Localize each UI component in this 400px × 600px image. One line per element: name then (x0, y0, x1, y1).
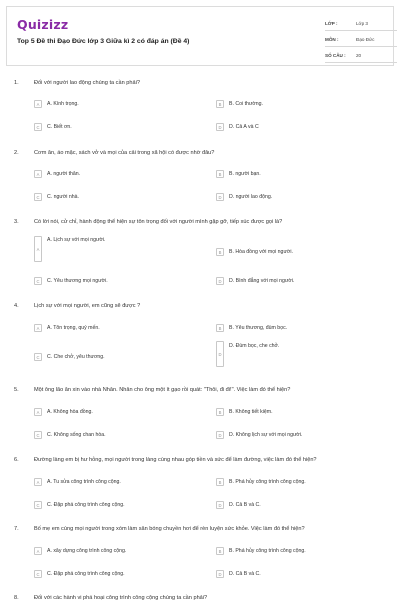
option-letter-box: D (216, 431, 224, 439)
option-a[interactable] (34, 98, 204, 110)
option-letter-box: A (34, 236, 42, 262)
option-a[interactable] (34, 236, 204, 262)
option-letter-box: B (216, 248, 224, 256)
option-d[interactable] (216, 275, 386, 287)
option-text: B. người bạn. (229, 171, 261, 177)
option-c[interactable] (34, 568, 204, 580)
option-letter-box: C (34, 193, 42, 201)
option-text: D. Cả B và C. (229, 571, 261, 577)
option-b[interactable] (216, 476, 386, 488)
meta-value: Lớp 3 (356, 21, 368, 26)
option-c[interactable] (34, 191, 204, 203)
option-letter-box: C (34, 353, 42, 361)
option-text: C. Đập phá công trình công cộng. (47, 571, 125, 577)
option-letter-box: C (34, 431, 42, 439)
option-letter-box: C (34, 570, 42, 578)
option-a[interactable] (34, 406, 204, 418)
question-number: 1. (14, 80, 19, 86)
option-letter-box: D (216, 123, 224, 131)
option-d[interactable] (216, 499, 386, 511)
option-text: A. xây dựng công trình công cộng. (47, 548, 127, 554)
meta-value: 20 (356, 53, 362, 58)
question-number: 6. (14, 457, 19, 463)
question-number: 3. (14, 219, 19, 225)
option-text: C. Che chở, yêu thương. (47, 354, 105, 360)
option-b[interactable] (216, 545, 386, 557)
meta-subject-row (325, 33, 397, 47)
meta-label: LỚP : (325, 21, 338, 26)
option-text: A. Kính trọng. (47, 101, 79, 107)
option-d[interactable] (216, 429, 386, 441)
option-text: A. Tu sửa công trình công cộng. (47, 479, 121, 485)
option-letter-box: A (34, 478, 42, 486)
option-text: D. Đùm bọc, che chở. (229, 343, 280, 349)
option-text: B. Yêu thương, đùm bọc. (229, 325, 288, 331)
question-8-partial (0, 590, 400, 600)
meta-label: MÔN : (325, 37, 339, 42)
option-d[interactable] (216, 121, 386, 133)
question-number: 4. (14, 303, 19, 309)
option-text: B. Hòa đồng với mọi người. (229, 249, 293, 255)
meta-class-row (325, 17, 397, 31)
option-c[interactable] (34, 121, 204, 133)
option-letter-box: B (216, 408, 224, 416)
option-letter-box: D (216, 501, 224, 509)
question-text: Một ông lão ăn xin vào nhà Nhân. Nhân cho ông một ít gạo rồi quát: "Thôi, đi đi!". Việc làm đó thể hiện? (34, 387, 291, 393)
option-letter-box: B (216, 547, 224, 555)
option-text: A. người thân. (47, 171, 81, 177)
option-text: B. Phá hủy công trình công cộng. (229, 479, 306, 485)
option-d[interactable] (216, 191, 386, 203)
question-number: 7. (14, 526, 19, 532)
option-letter-box: A (34, 100, 42, 108)
option-letter-box: C (34, 501, 42, 509)
option-c[interactable] (34, 499, 204, 511)
option-b[interactable] (216, 168, 386, 180)
option-letter-box: A (34, 408, 42, 416)
option-letter-box: B (216, 478, 224, 486)
question-text: Bố mẹ em cùng mọi người trong xóm làm sân bóng chuyền hơi để rèn luyện sức khỏe. Việc làm đó thể hiện? (34, 526, 305, 532)
meta-value: Đạo Đức (356, 37, 375, 42)
option-text: C. Đập phá công trình công cộng. (47, 502, 125, 508)
question-number: 5. (14, 387, 19, 393)
option-letter-box: D (216, 570, 224, 578)
meta-info (325, 17, 397, 65)
option-b[interactable] (216, 98, 386, 110)
question-number: 2. (14, 150, 19, 156)
option-b[interactable] (216, 406, 386, 418)
option-letter-box: C (34, 277, 42, 285)
option-d[interactable] (216, 568, 386, 580)
option-letter-box: A (34, 547, 42, 555)
meta-count-row (325, 49, 397, 63)
option-a[interactable] (34, 168, 204, 180)
option-text: C. người nhà. (47, 194, 79, 200)
option-letter-box: D (216, 341, 224, 367)
option-text: C. Yêu thương mọi người. (47, 278, 108, 284)
option-c[interactable] (34, 429, 204, 441)
option-text: C. Không sống chan hòa. (47, 432, 106, 438)
question-text: Đối với người lao động chúng ta cần phải? (34, 80, 140, 86)
option-a[interactable] (34, 545, 204, 557)
option-letter-box: D (216, 193, 224, 201)
option-text: C. Biết ơn. (47, 124, 72, 130)
question-text: Đường làng em bị hư hỏng, mọi người trong làng cùng nhau góp tiền và sức để làm đường, việc làm đó thể hiện? (34, 457, 317, 463)
quizizz-logo: Quizizz (17, 17, 69, 32)
option-c[interactable] (34, 275, 204, 287)
option-text: D. Cả B và C. (229, 502, 261, 508)
page-title: Top 5 Đề thi Đạo Đức lớp 3 Giữa kì 2 có đáp án (Đề 4) (17, 38, 190, 45)
option-text: D. Không lịch sự với mọi người. (229, 432, 303, 438)
option-d[interactable] (216, 341, 386, 367)
question-text: Cơm ăn, áo mặc, sách vở và mọi của cải trong xã hội có được nhờ đâu? (34, 150, 215, 156)
question-text: Có lời nói, cử chỉ, hành động thể hiện sự tôn trọng đối với người mình gặp gỡ, tiếp xúc được gọi là? (34, 219, 283, 225)
question-number: 8. (14, 595, 19, 600)
worksheet-header (6, 6, 394, 66)
option-text: B. Coi thường. (229, 101, 263, 107)
option-text: A. Lịch sự với mọi người. (47, 237, 106, 243)
option-text: D. người lao động. (229, 194, 273, 200)
option-text: A. Tôn trọng, quý mến. (47, 325, 100, 331)
option-letter-box: B (216, 100, 224, 108)
question-text: Lịch sự với mọi người, em cũng sẽ được ? (34, 303, 141, 309)
option-b[interactable] (216, 322, 386, 334)
option-letter-box: C (34, 123, 42, 131)
option-a[interactable] (34, 322, 204, 334)
option-a[interactable] (34, 476, 204, 488)
option-c[interactable] (34, 351, 204, 363)
option-letter-box: D (216, 277, 224, 285)
question-text: Đối với các hành vi phá hoại công trình công cộng chúng ta cần phải? (34, 595, 208, 600)
option-text: A. Không hòa đồng. (47, 409, 93, 415)
option-text: D. Bình đẳng với mọi người. (229, 278, 295, 284)
meta-label: SỐ CÂU : (325, 53, 346, 58)
option-letter-box: A (34, 324, 42, 332)
option-letter-box: A (34, 170, 42, 178)
option-text: B. Phá hủy công trình công cộng. (229, 548, 306, 554)
option-text: D. Cả A và C (229, 124, 259, 130)
option-letter-box: B (216, 324, 224, 332)
option-letter-box: B (216, 170, 224, 178)
option-text: B. Không tiết kiệm. (229, 409, 273, 415)
option-b[interactable] (216, 246, 386, 258)
